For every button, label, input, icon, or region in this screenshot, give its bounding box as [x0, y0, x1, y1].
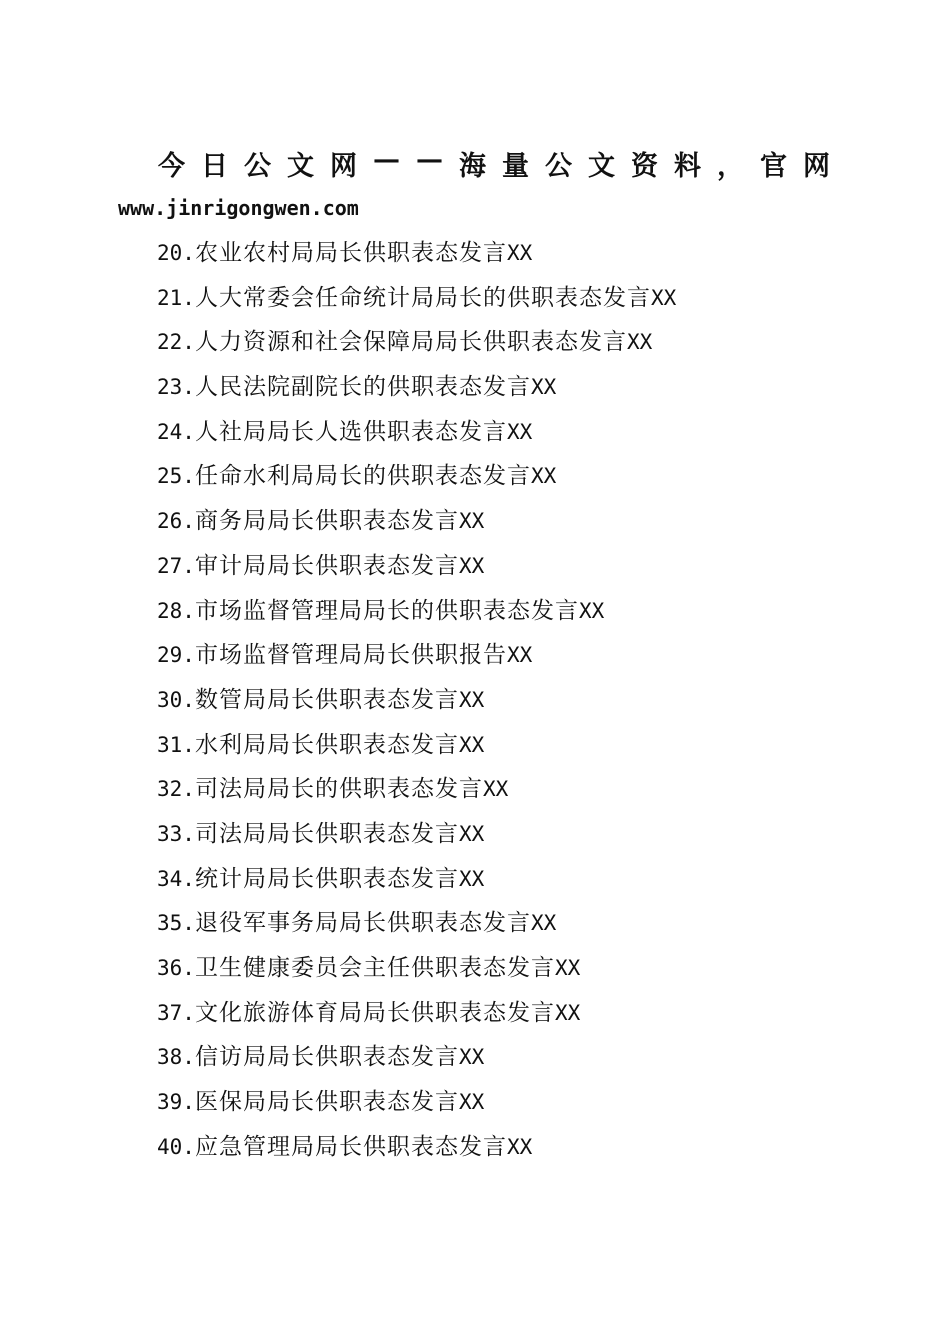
header-char: —	[416, 144, 443, 175]
item-title: 统计局局长供职表态发言	[194, 865, 459, 892]
list-item	[157, 233, 676, 278]
list-item	[157, 1082, 676, 1127]
item-suffix: XX	[626, 330, 653, 355]
header-char: ，	[717, 151, 744, 182]
item-number: 24.	[157, 419, 195, 444]
list-item	[157, 993, 676, 1038]
list-item	[157, 322, 676, 367]
header-char: 海	[459, 151, 486, 182]
header-char: 今	[158, 151, 185, 182]
item-suffix: XX	[578, 598, 605, 623]
item-number: 37.	[157, 1000, 195, 1025]
item-suffix: XX	[530, 911, 557, 936]
item-number: 20.	[157, 241, 195, 265]
item-suffix: XX	[458, 509, 485, 534]
item-title: 文化旅游体育局局长供职表态发言	[194, 999, 555, 1026]
list-item	[157, 501, 676, 546]
list-item	[157, 814, 676, 859]
item-title: 市场监督管理局局长的供职表态发言	[194, 597, 579, 624]
list-item	[157, 278, 676, 323]
item-number: 30.	[157, 687, 195, 712]
item-number: 33.	[157, 821, 195, 846]
list-item	[157, 1127, 676, 1172]
item-title: 应急管理局局长供职表态发言	[194, 1133, 507, 1160]
list-item	[157, 635, 676, 680]
item-title: 司法局局长供职表态发言	[194, 820, 459, 847]
item-number: 26.	[157, 509, 195, 534]
header-title	[158, 144, 830, 183]
list-item	[157, 1037, 676, 1082]
item-number: 35.	[157, 911, 195, 936]
item-number: 34.	[157, 866, 195, 891]
item-number: 32.	[157, 777, 195, 802]
header-char: 网	[803, 151, 830, 182]
item-suffix: XX	[530, 464, 557, 489]
header-char: 文	[287, 151, 314, 182]
header-char: 网	[330, 151, 357, 182]
item-suffix: XX	[554, 956, 581, 980]
item-title: 信访局局长供职表态发言	[194, 1044, 459, 1071]
header-char: 料	[674, 151, 701, 182]
item-suffix: XX	[458, 1090, 485, 1115]
list-item	[157, 591, 676, 636]
item-title: 人大常委会任命统计局局长的供职表态发言	[194, 284, 651, 311]
header-url: www.jinrigongwen.com	[118, 196, 359, 220]
header-char: 资	[631, 151, 658, 182]
item-number: 40.	[157, 1134, 195, 1159]
item-suffix: XX	[530, 375, 557, 400]
item-title: 退役军事务局局长供职表态发言	[194, 910, 531, 937]
item-title: 数管局局长供职表态发言	[194, 686, 459, 713]
item-number: 39.	[157, 1090, 195, 1115]
item-title: 农业农村局局长供职表态发言	[194, 240, 507, 266]
header-char: 公	[244, 151, 271, 182]
item-title: 卫生健康委员会主任供职表态发言	[194, 955, 555, 981]
list-item	[157, 456, 676, 501]
item-number: 31.	[157, 732, 195, 757]
item-title: 人力资源和社会保障局局长供职表态发言	[194, 329, 627, 356]
item-suffix: XX	[458, 553, 485, 578]
item-suffix: XX	[506, 1134, 533, 1159]
item-title: 司法局局长的供职表态发言	[194, 776, 483, 803]
document-list	[157, 233, 676, 1171]
item-title: 水利局局长供职表态发言	[194, 731, 459, 758]
header-char: 文	[588, 151, 615, 182]
header-char: 官	[760, 151, 787, 182]
item-title: 任命水利局局长的供职表态发言	[194, 463, 531, 490]
item-number: 21.	[157, 285, 195, 310]
item-title: 人社局局长人选供职表态发言	[194, 418, 507, 445]
item-number: 29.	[157, 643, 195, 668]
item-suffix: XX	[458, 687, 485, 712]
item-title: 人民法院副院长的供职表态发言	[194, 374, 531, 401]
item-number: 27.	[157, 553, 195, 578]
list-item	[157, 903, 676, 948]
list-item	[157, 367, 676, 412]
item-suffix: XX	[506, 241, 533, 265]
header-char: —	[373, 144, 400, 175]
item-suffix: XX	[458, 866, 485, 891]
list-item	[157, 948, 676, 993]
item-number: 22.	[157, 330, 195, 355]
list-item	[157, 412, 676, 457]
item-number: 36.	[157, 956, 195, 980]
item-suffix: XX	[458, 1045, 485, 1070]
item-suffix: XX	[506, 643, 533, 668]
header-char: 公	[545, 151, 572, 182]
item-suffix: XX	[458, 732, 485, 757]
list-item	[157, 859, 676, 904]
item-suffix: XX	[650, 285, 677, 310]
item-number: 28.	[157, 598, 195, 623]
list-item	[157, 680, 676, 725]
item-title: 市场监督管理局局长供职报告	[194, 642, 507, 669]
list-item	[157, 769, 676, 814]
item-title: 商务局局长供职表态发言	[194, 508, 459, 535]
item-suffix: XX	[506, 419, 533, 444]
item-suffix: XX	[554, 1000, 581, 1025]
header-char: 量	[502, 151, 529, 182]
item-title: 医保局局长供职表态发言	[194, 1089, 459, 1116]
item-number: 23.	[157, 375, 195, 400]
item-number: 38.	[157, 1045, 195, 1070]
item-suffix: XX	[458, 821, 485, 846]
list-item	[157, 546, 676, 591]
item-number: 25.	[157, 464, 195, 489]
header-char: 日	[201, 151, 228, 182]
item-suffix: XX	[482, 777, 509, 802]
list-item	[157, 725, 676, 770]
item-title: 审计局局长供职表态发言	[194, 552, 459, 579]
